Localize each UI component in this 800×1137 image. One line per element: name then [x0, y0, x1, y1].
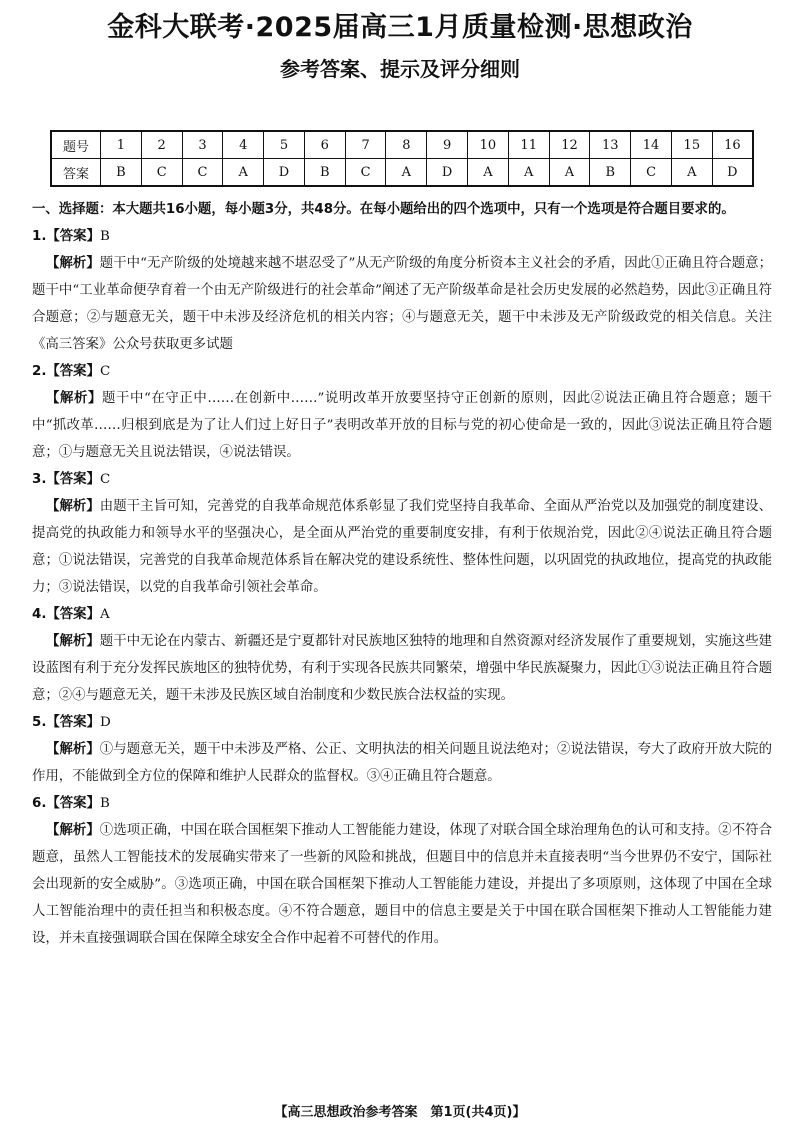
- section-heading: 一、选择题：本大题共16小题，每小题3分，共48分。在每小题给出的四个选项中，只有一个选项是符合题目要求的。: [32, 202, 735, 217]
- page-title: 金科大联考·2025届高三1月质量检测·思想政治: [107, 12, 693, 43]
- question-number-cell: 12: [549, 131, 590, 159]
- question-number-cell: 14: [631, 131, 672, 159]
- question-number: 6.: [32, 796, 47, 811]
- answer-table-answer-row: [51, 159, 753, 187]
- question-number-cell: 8: [386, 131, 427, 159]
- question-number-cell: 11: [508, 131, 549, 159]
- answer-cell: A: [223, 159, 264, 187]
- answer-value: A: [99, 607, 110, 622]
- question-analysis: [32, 817, 772, 952]
- question-answer-line: [32, 358, 772, 385]
- answer-cell: A: [386, 159, 427, 187]
- question-number-cell: 16: [712, 131, 753, 159]
- analysis-tag: 【解析】: [46, 742, 100, 757]
- question-number-cell: 7: [345, 131, 386, 159]
- analysis-text: 题干中“无产阶级的处境越来越不堪忍受了”从无产阶级的角度分析资本主义社会的矛盾，因此①正确且符合题意；题干中“工业革命便孕育着一个由无产阶级进行的社会革命”阐述了无产阶级革命是社会历史发展的必然趋势，因此③正确且符合题意；②与题意无关，题干中未涉及经济危机的相关内容；④与题意无关，题干中未涉及无产阶级政党的相关信息。关注《高三答案》公众号获取更多试题: [32, 256, 772, 352]
- answer-cell: C: [141, 159, 182, 187]
- page-subtitle: 参考答案、提示及评分细则: [280, 57, 520, 81]
- answer-cell: B: [590, 159, 631, 187]
- analysis-tag: 【解析】: [46, 823, 100, 838]
- question-answer-line: [32, 709, 772, 736]
- answer-tag: 【答案】: [46, 364, 100, 379]
- question-number-cell: 5: [264, 131, 305, 159]
- question-number-cell: 2: [141, 131, 182, 159]
- answer-table: [50, 130, 754, 187]
- answer-tag: 【答案】: [46, 607, 100, 622]
- question-number: 3.: [32, 472, 47, 487]
- answer-tag: 【答案】: [46, 472, 100, 487]
- question-number-cell: 1: [101, 131, 142, 159]
- question-number-cell: 6: [304, 131, 345, 159]
- answer-cell: C: [182, 159, 223, 187]
- question-answer-line: [32, 790, 772, 817]
- answer-cell: B: [101, 159, 142, 187]
- question-analysis: [32, 250, 772, 358]
- answer-value: B: [99, 229, 110, 244]
- question-number: 2.: [32, 364, 47, 379]
- question-number-cell: 10: [468, 131, 509, 159]
- analysis-text: 题干中无论在内蒙古、新疆还是宁夏都针对民族地区独特的地理和自然资源对经济发展作了重要规划，实施这些建设蓝图有利于充分发挥民族地区的独特优势，有利于实现各民族共同繁荣，增强中华民族凝聚力，因此①③说法正确且符合题意；②④与题意无关，题干未涉及民族区域自治制度和少数民族合法权益的实现。: [32, 634, 773, 703]
- analysis-tag: 【解析】: [46, 256, 100, 271]
- analysis-tag: 【解析】: [46, 634, 100, 649]
- question-answer-line: [32, 601, 772, 628]
- question-number: 4.: [32, 607, 47, 622]
- question-number-cell: 13: [590, 131, 631, 159]
- question-answer-line: [32, 466, 772, 493]
- analysis-text: ①选项正确，中国在联合国框架下推动人工智能能力建设，体现了对联合国全球治理角色的认可和支持。②不符合题意，虽然人工智能技术的发展确实带来了一些新的风险和挑战，但题目中的信息并未直接表明“当今世界仍不安宁，国际社会出现新的安全威胁”。③选项正确，中国在联合国框架下推动人工智能能力建设，并提出了多项原则，这体现了中国在全球人工智能治理中的责任担当和积极态度。④不符合题意，题目中的信息主要是关于中国在联合国框架下推动人工智能能力建设，并未直接强调联合国在保障全球安全合作中起着不可替代的作用。: [32, 823, 773, 946]
- question-number-cell: 4: [223, 131, 264, 159]
- answer-value: C: [99, 364, 111, 379]
- question-number: 1.: [32, 229, 47, 244]
- answer-explanations: [32, 196, 772, 952]
- answer-tag: 【答案】: [46, 796, 100, 811]
- question-number-cell: 3: [182, 131, 223, 159]
- answer-value: B: [99, 796, 110, 811]
- answer-tag: 【答案】: [46, 229, 100, 244]
- question-analysis: [32, 493, 772, 601]
- answer-cell: D: [264, 159, 305, 187]
- answer-value: D: [99, 715, 111, 730]
- question-analysis: [32, 736, 772, 790]
- analysis-text: 由题干主旨可知，完善党的自我革命规范体系彰显了我们党坚持自我革命、全面从严治党以及加强党的制度建设、提高党的执政能力和领导水平的坚强决心，是全面从严治党的重要制度安排，有利于依规治党，因此②④说法正确且符合题意；①说法错误，完善党的自我革命规范体系旨在解决党的建设系统性、整体性问题，以巩固党的执政地位，提高党的执政能力；③说法错误，以党的自我革命引领社会革命。: [32, 499, 773, 595]
- question-analysis: [32, 628, 772, 709]
- question-analysis: [32, 385, 772, 466]
- answer-cell: A: [468, 159, 509, 187]
- analysis-tag: 【解析】: [46, 391, 102, 406]
- analysis-tag: 【解析】: [46, 499, 100, 514]
- answer-tag: 【答案】: [46, 715, 100, 730]
- answer-cell: A: [671, 159, 712, 187]
- answer-cell: C: [345, 159, 386, 187]
- analysis-text: 题干中“在守正中……在创新中……”说明改革开放要坚持守正创新的原则，因此②说法正确且符合题意；题干中“抓改革……归根到底是为了让人们过上好日子”表明改革开放的目标与党的初心使命是一致的，因此③说法正确且符合题意；①与题意无关且说法错误，④说法错误。: [32, 391, 772, 460]
- row-label-numbers: 题号: [51, 131, 101, 159]
- answer-cell: C: [631, 159, 672, 187]
- answer-cell: D: [712, 159, 753, 187]
- question-answer-line: [32, 223, 772, 250]
- answer-cell: B: [304, 159, 345, 187]
- question-number-cell: 9: [427, 131, 468, 159]
- page-footer: 【高三思想政治参考答案 第1页(共4页)】: [274, 1105, 526, 1120]
- answer-cell: A: [549, 159, 590, 187]
- answer-table-number-row: [51, 131, 753, 159]
- row-label-answers: 答案: [51, 159, 101, 187]
- question-number: 5.: [32, 715, 47, 730]
- analysis-text: ①与题意无关，题干中未涉及严格、公正、文明执法的相关问题且说法绝对；②说法错误，夸大了政府开放大院的作用，不能做到全方位的保障和维护人民群众的监督权。③④正确且符合题意。: [32, 742, 773, 784]
- question-number-cell: 15: [671, 131, 712, 159]
- answer-value: C: [99, 472, 111, 487]
- answer-cell: A: [508, 159, 549, 187]
- answer-cell: D: [427, 159, 468, 187]
